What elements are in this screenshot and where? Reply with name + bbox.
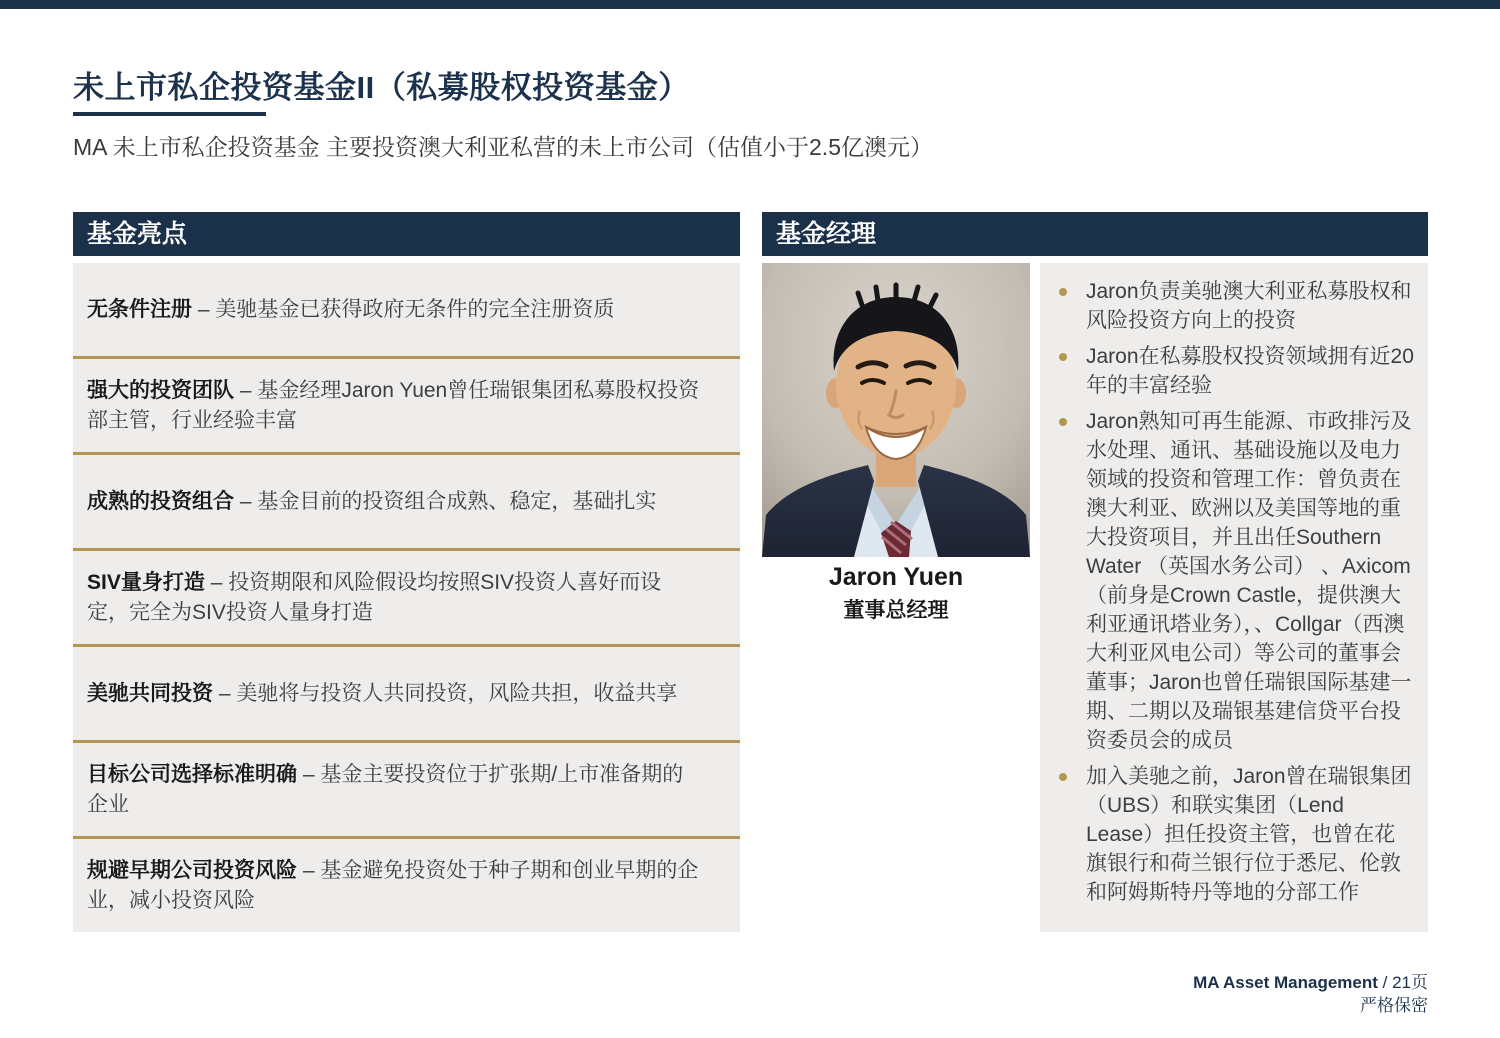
title-underline	[73, 112, 266, 116]
bio-bullet	[1056, 277, 1416, 335]
bio-text: Jaron熟知可再生能源、市政排污及水处理、通讯、基础设施以及电力领域的投资和管理工作：曾负责在澳大利亚、欧洲以及美国等地的重大投资项目，并且出任Southern Water （英国水务公司） 、Axicom（前身是Crown Castle，提供澳大利亚通讯塔业务），、Collgar（西澳大利亚风电公司）等公司的董事会董事；Jaron也曾任瑞银国际基建一期、二期以及瑞银基建信贷平台投资委员会的成员	[1086, 410, 1412, 752]
highlight-item	[73, 644, 740, 740]
highlight-term: 无条件注册	[87, 297, 192, 321]
manager-name: Jaron Yuen	[828, 563, 964, 591]
highlight-item	[73, 263, 740, 356]
highlight-term: 强大的投资团队	[87, 378, 234, 402]
bullet-dot-icon	[1059, 288, 1067, 296]
highlight-desc: 基金经理Jaron Yuen曾任瑞银集团私募股权投资部主管，行业经验丰富	[87, 378, 700, 432]
highlights-panel	[73, 263, 740, 932]
bio-bullet	[1056, 342, 1416, 400]
highlight-desc: 美驰基金已获得政府无条件的完全注册资质	[215, 297, 615, 321]
manager-bio-panel	[1040, 263, 1428, 932]
footer-brand-line	[1193, 971, 1428, 994]
bio-text: Jaron在私募股权投资领域拥有近20年的丰富经验	[1086, 345, 1414, 397]
highlight-separator: –	[204, 570, 229, 594]
highlight-desc: 投资期限和风险假设均按照SIV投资人喜好而设定，完全为SIV投资人量身打造	[87, 570, 662, 624]
highlight-item	[73, 452, 740, 548]
footer-page-number: / 21页	[1377, 973, 1428, 992]
footer-brand: MA Asset Management	[1193, 973, 1378, 992]
bullet-dot-icon	[1059, 353, 1067, 361]
highlight-desc: 美驰将与投资人共同投资，风险共担，收益共享	[236, 681, 678, 705]
bio-bullet	[1056, 407, 1416, 755]
highlight-desc: 基金避免投资处于种子期和创业早期的企业，减小投资风险	[87, 858, 699, 912]
highlight-term: 目标公司选择标准明确	[87, 762, 297, 786]
bullet-dot-icon	[1059, 773, 1067, 781]
highlights-header: 基金亮点	[73, 212, 740, 256]
footer-confidential: 严格保密	[1360, 996, 1428, 1015]
bio-bullet	[1056, 762, 1416, 907]
highlight-item	[73, 740, 740, 836]
highlight-separator: –	[297, 858, 321, 882]
highlight-term: SIV量身打造	[87, 570, 205, 594]
bullet-dot-icon	[1059, 418, 1067, 426]
highlight-desc: 基金目前的投资组合成熟、稳定，基础扎实	[257, 489, 657, 513]
page-subtitle: MA 未上市私企投资基金 主要投资澳大利亚私营的未上市公司（估值小于2.5亿澳元）	[73, 134, 933, 160]
manager-role: 董事总经理	[843, 599, 949, 622]
highlight-term: 美驰共同投资	[87, 681, 213, 705]
manager-header: 基金经理	[762, 212, 1428, 256]
highlight-separator: –	[297, 762, 321, 786]
top-accent-bar	[0, 0, 1500, 9]
highlight-separator: –	[192, 297, 216, 321]
highlight-desc: 基金主要投资位于扩张期/上市准备期的企业	[87, 762, 684, 816]
manager-photo	[762, 263, 1030, 557]
highlight-separator: –	[234, 378, 258, 402]
bio-text: Jaron负责美驰澳大利亚私募股权和风险投资方向上的投资	[1086, 280, 1412, 332]
highlight-item	[73, 836, 740, 932]
highlight-separator: –	[234, 489, 258, 513]
highlight-item	[73, 548, 740, 644]
highlight-term: 成熟的投资组合	[87, 489, 234, 513]
page-title: 未上市私企投资基金II（私募股权投资基金）	[73, 70, 690, 105]
headshot-illustration	[762, 263, 1030, 557]
highlight-separator: –	[213, 681, 237, 705]
highlight-item	[73, 356, 740, 452]
footer	[1193, 971, 1428, 1017]
bio-text: 加入美驰之前，Jaron曾在瑞银集团（UBS）和联实集团（Lend Lease）担任投资主管，也曾在花旗银行和荷兰银行位于悉尼、伦敦和阿姆斯特丹等地的分部工作	[1086, 765, 1412, 904]
highlight-term: 规避早期公司投资风险	[87, 858, 297, 882]
